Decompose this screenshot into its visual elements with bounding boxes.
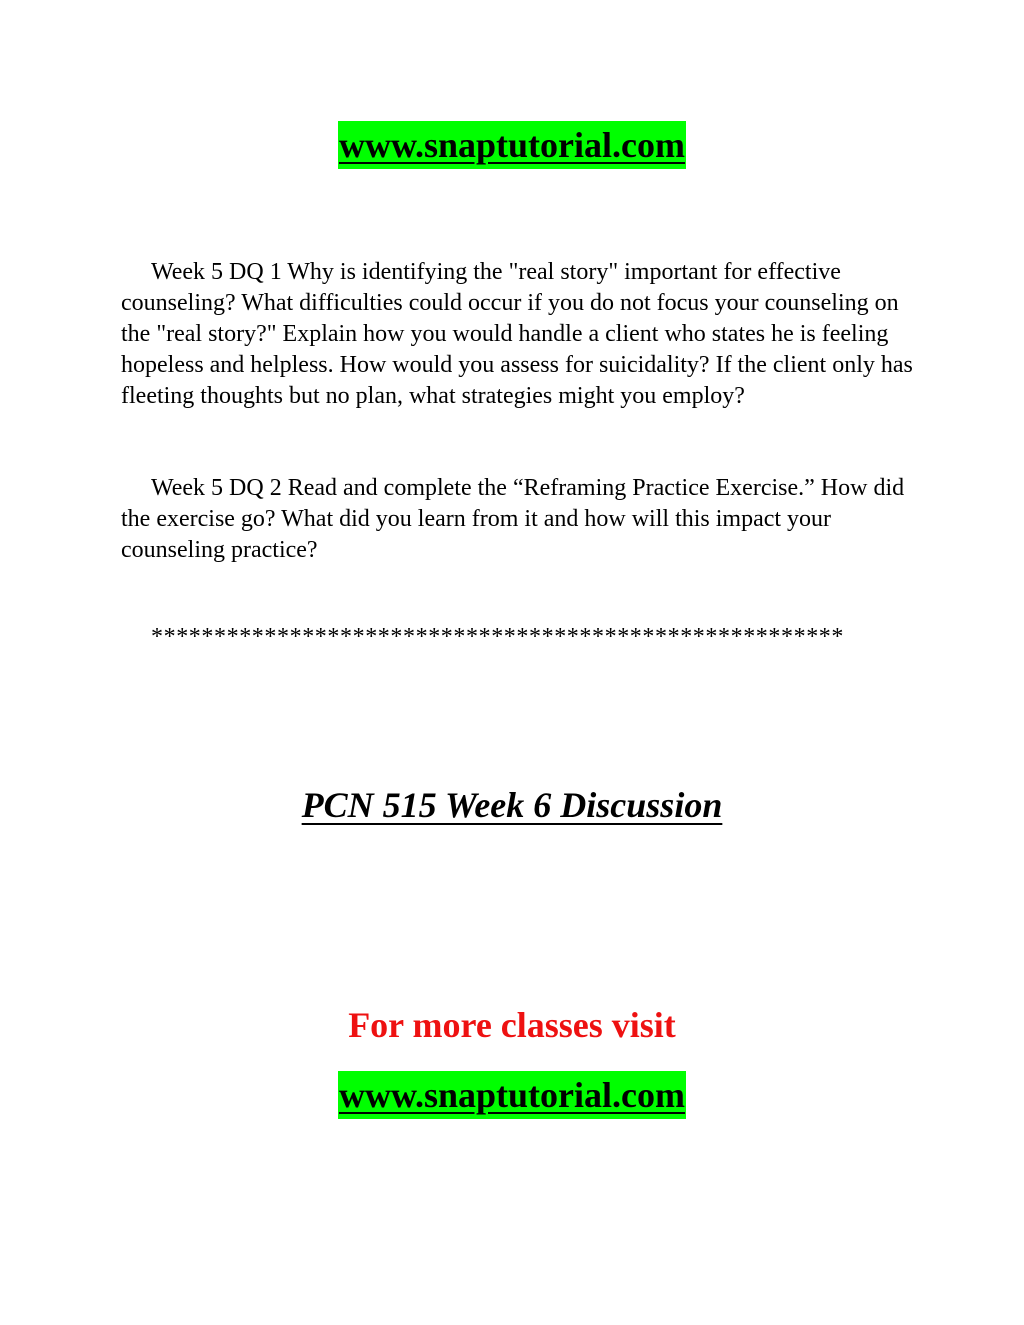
asterisk-separator: ******************************************************* [151, 624, 844, 650]
section-title: PCN 515 Week 6 Discussion [301, 785, 723, 825]
header-website-link[interactable] [0, 121, 1024, 169]
more-classes-callout: For more classes visit [348, 1005, 676, 1045]
footer-website-link-text[interactable]: www.snaptutorial.com [338, 1071, 686, 1119]
footer-website-link[interactable] [0, 1071, 1024, 1119]
discussion-question-1: Week 5 DQ 1 Why is identifying the "real story" important for effective counseling? What difficulties could occur if you do not focus your counseling on the "real story?" Explain how you would handle a client who states he is feeling hopeless and helpless. How would you assess for suicidality? If the client only has fleeting thoughts but no plan, what strategies might you employ? [121, 259, 913, 409]
discussion-question-2: Week 5 DQ 2 Read and complete the “Reframing Practice Exercise.” How did the exercise go? What did you learn from it and how will this impact your counseling practice? [121, 475, 905, 563]
header-website-link-text[interactable]: www.snaptutorial.com [338, 121, 686, 169]
